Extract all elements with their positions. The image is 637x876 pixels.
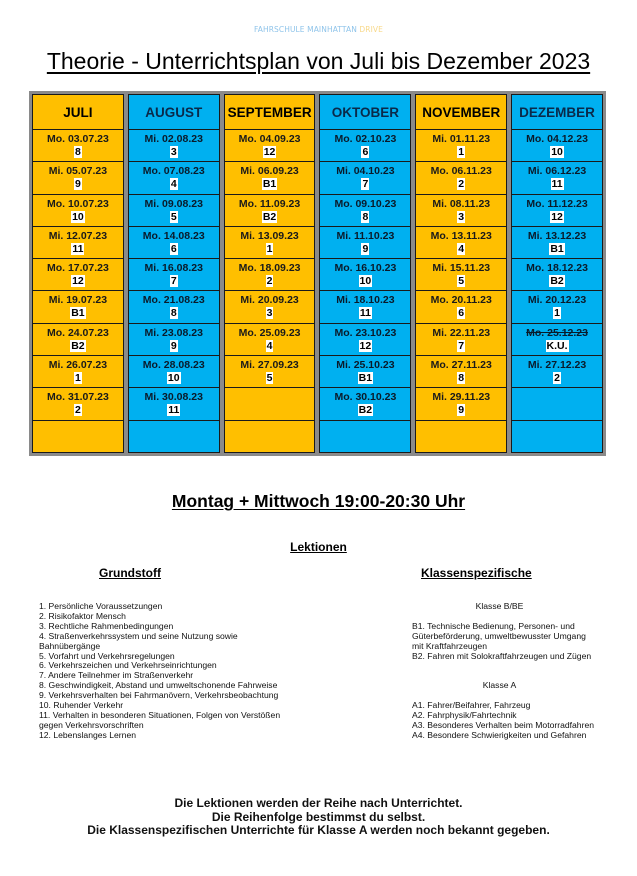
- lesson-date: Mi. 06.09.23: [240, 165, 299, 178]
- schedule-cell: [512, 130, 602, 162]
- lektionen-heading: Lektionen: [290, 540, 347, 554]
- lesson-number: 3: [170, 146, 177, 158]
- lesson-number: 10: [72, 210, 84, 223]
- lesson-number: 4: [170, 178, 177, 191]
- klasse-b-item: B1. Technische Bedienung, Personen- und Güterbeförderung, umweltbewusster Umgang mit Kraftfahrzeugen: [412, 621, 586, 651]
- schedule-cell: [225, 162, 315, 194]
- lesson-number: 9: [74, 178, 81, 191]
- lesson-date: Mo. 13.11.23: [430, 229, 492, 242]
- grundstoff-list: [39, 602, 289, 741]
- month-header: AUGUST: [129, 95, 219, 130]
- lesson-number: 6: [170, 242, 177, 255]
- lesson-date: Mo. 07.08.23: [142, 165, 205, 178]
- lesson-number: 7: [458, 339, 465, 352]
- lesson-number: 5: [170, 210, 177, 223]
- schedule-cell: [320, 388, 410, 420]
- lesson-date: Mi. 27.09.23: [240, 359, 299, 372]
- schedule-cell: [416, 162, 506, 194]
- schedule-cell: [512, 324, 602, 356]
- lesson-date: Mo. 04.09.23: [238, 133, 301, 145]
- lesson-date: Mi. 16.08.23: [144, 262, 203, 275]
- lesson-date: Mo. 25.09.23: [238, 326, 301, 339]
- schedule-cell: [129, 195, 219, 227]
- schedule-cell: [33, 162, 123, 194]
- grundstoff-item: 11. Verhalten in besonderen Situationen, Folgen von Verstößen gegen Verkehrsvorschriften: [39, 709, 281, 730]
- lesson-number: 9: [170, 339, 177, 352]
- lesson-date: Mo. 10.07.23: [46, 197, 109, 210]
- lesson-number: B1: [550, 242, 564, 255]
- lesson-date: Mi. 20.09.23: [240, 294, 299, 307]
- schedule-cell: [512, 291, 602, 323]
- lesson-number: B1: [358, 372, 373, 385]
- lesson-date: Mi. 01.11.23: [432, 133, 491, 145]
- schedule-cell: [320, 195, 410, 227]
- schedule-cell: [320, 130, 410, 162]
- lesson-date: Mi. 05.07.23: [48, 165, 108, 178]
- lesson-number: 4: [458, 242, 465, 255]
- schedule-cell: [225, 421, 315, 452]
- schedule-cell: [416, 388, 506, 420]
- grundstoff-heading: Grundstoff: [99, 566, 161, 580]
- klasse-a-item: A4. Besondere Schwierigkeiten und Gefahren: [412, 730, 587, 740]
- lesson-number: 3: [458, 210, 465, 223]
- lesson-date: Mi. 22.11.23: [432, 326, 491, 339]
- lesson-number: 2: [266, 275, 273, 288]
- schedule-cell: [129, 421, 219, 452]
- lesson-date: Mi. 30.08.23: [144, 391, 203, 404]
- schedule-cell: [416, 259, 506, 291]
- klasse-a-item: A3. Besonderes Verhalten beim Motorradfahren: [412, 720, 595, 730]
- schedule-cell: [320, 291, 410, 323]
- schedule-cell: [33, 130, 123, 162]
- lesson-number: 7: [170, 275, 177, 288]
- lesson-number: 8: [362, 210, 369, 223]
- schedule-cell: [33, 388, 123, 420]
- schedule-cell: [512, 421, 602, 452]
- lesson-date: Mo. 16.10.23: [334, 262, 397, 275]
- lesson-number: 8: [458, 372, 465, 385]
- lesson-number: 7: [362, 178, 369, 191]
- klasse-b-block: [412, 601, 597, 661]
- lesson-date: Mo. 27.11.23: [430, 359, 492, 372]
- lesson-date: Mo. 09.10.23: [334, 197, 397, 210]
- schedule-cell: [225, 388, 315, 420]
- schedule-cell: [512, 356, 602, 388]
- grundstoff-item: 3. Rechtliche Rahmenbedingungen: [39, 620, 174, 631]
- grundstoff-item: 12. Lebenslanges Lernen: [39, 729, 136, 740]
- lesson-number: 6: [362, 146, 369, 158]
- schedule-cell: [33, 291, 123, 323]
- schedule-cell: [320, 162, 410, 194]
- lesson-date: Mo. 21.08.23: [142, 294, 205, 307]
- lesson-number: B2: [358, 404, 373, 417]
- schedule-cell: [225, 291, 315, 323]
- grundstoff-item: 2. Risikofaktor Mensch: [39, 610, 126, 621]
- lesson-number: 2: [458, 178, 465, 191]
- grundstoff-item: 9. Verkehrsverhalten bei Fahrmanövern, Verkehrsbeobachtung: [39, 690, 279, 701]
- footer-line: Die Reihenfolge bestimmst du selbst.: [211, 809, 426, 824]
- lesson-date: Mo. 20.11.23: [430, 294, 492, 307]
- lesson-number: B1: [71, 307, 85, 320]
- lesson-date: Mi. 04.10.23: [336, 165, 395, 178]
- schedule-cell: [129, 162, 219, 194]
- lesson-date: Mi. 18.10.23: [336, 294, 395, 307]
- klasse-a-block: [412, 680, 597, 740]
- schedule-cell: [33, 356, 123, 388]
- lesson-date: Mi. 09.08.23: [144, 197, 203, 210]
- schedule-cell: [320, 227, 410, 259]
- schedule-cell: [129, 259, 219, 291]
- schedule-cell: [416, 195, 506, 227]
- lesson-number: 3: [266, 307, 273, 320]
- schedule-cell: [33, 195, 123, 227]
- lesson-number: B1: [262, 178, 277, 191]
- footer-line: Die Klassenspezifischen Unterrichte für Klasse A werden noch bekannt gegeben.: [87, 823, 550, 837]
- grundstoff-item: 5. Vorfahrt und Verkehrsregelungen: [39, 650, 175, 661]
- lesson-date: Mo. 17.07.23: [46, 262, 109, 275]
- schedule-cell: [129, 388, 219, 420]
- lesson-date: Mo. 03.07.23: [46, 133, 109, 145]
- schedule-cell: [416, 291, 506, 323]
- lesson-date: Mo. 24.07.23: [46, 326, 109, 339]
- lesson-date: Mi. 27.12.23: [527, 359, 587, 372]
- schedule-cell: [416, 421, 506, 452]
- lesson-date: Mi. 25.10.23: [336, 359, 395, 372]
- grundstoff-item: 6. Verkehrszeichen und Verkehrseinrichtungen: [39, 660, 217, 671]
- lesson-date: Mo. 11.09.23: [238, 197, 301, 210]
- lesson-number: 1: [266, 242, 273, 255]
- lesson-date: Mo. 18.09.23: [238, 262, 301, 275]
- schedule-cell: [129, 356, 219, 388]
- schedule-cell: [33, 421, 123, 452]
- lesson-date: Mi. 11.10.23: [336, 229, 395, 242]
- lesson-date: Mo. 06.11.23: [430, 165, 492, 178]
- schedule-cell: [33, 259, 123, 291]
- lesson-date: Mo. 11.12.23: [526, 197, 588, 210]
- lesson-number: 11: [168, 404, 180, 417]
- cancelled-date: Mo. 25.12.23: [526, 326, 588, 339]
- lesson-number: 5: [458, 275, 465, 288]
- schedule-cell: [225, 195, 315, 227]
- lesson-number: K.U.: [546, 339, 568, 352]
- klassenspezifische-heading: Klassenspezifische: [421, 566, 532, 580]
- footer-line: Die Lektionen werden der Reihe nach Unterrichtet.: [174, 796, 463, 810]
- lesson-date: Mi. 08.11.23: [432, 197, 491, 210]
- lesson-date: Mi. 23.08.23: [144, 326, 203, 339]
- lesson-date: Mi. 13.12.23: [527, 229, 587, 242]
- lesson-number: 11: [551, 178, 563, 191]
- lesson-number: 5: [266, 372, 273, 385]
- lesson-number: 8: [170, 307, 177, 320]
- month-column-august: [128, 94, 220, 453]
- month-column-juli: [32, 94, 124, 453]
- lesson-date: Mo. 31.07.23: [46, 391, 109, 404]
- schedule-cell: [416, 227, 506, 259]
- lesson-date: Mo. 30.10.23: [334, 391, 397, 404]
- lesson-number: 12: [72, 275, 84, 288]
- schedule-cell: [225, 130, 315, 162]
- schedule-cell: [512, 227, 602, 259]
- lesson-number: 2: [554, 372, 560, 385]
- lesson-number: B2: [262, 210, 277, 223]
- lesson-number: 1: [554, 307, 560, 320]
- lesson-number: 2: [74, 404, 81, 417]
- month-header: NOVEMBER: [416, 95, 506, 130]
- lesson-number: 10: [551, 146, 563, 158]
- lesson-date: Mo. 02.10.23: [334, 133, 397, 145]
- lesson-date: Mi. 02.08.23: [144, 133, 203, 145]
- lesson-date: Mo. 04.12.23: [526, 133, 588, 145]
- schedule-cell: [225, 227, 315, 259]
- month-column-november: [415, 94, 507, 453]
- schedule-cell: [512, 195, 602, 227]
- schedule-table: [29, 91, 606, 456]
- lesson-number: 1: [458, 146, 465, 158]
- schedule-cell: [129, 227, 219, 259]
- lesson-number: 12: [551, 210, 563, 223]
- lesson-date: Mi. 15.11.23: [432, 262, 491, 275]
- grundstoff-item: 1. Persönliche Voraussetzungen: [39, 601, 163, 611]
- klasse-a-item: A1. Fahrer/Beifahrer, Fahrzeug: [412, 700, 531, 710]
- lesson-number: B2: [71, 339, 85, 352]
- schedule-time: Montag + Mittwoch 19:00-20:30 Uhr: [171, 491, 466, 511]
- lesson-date: Mo. 18.12.23: [526, 262, 588, 275]
- schedule-cell: [129, 130, 219, 162]
- lesson-number: 11: [72, 242, 84, 255]
- lesson-number: 8: [74, 146, 81, 158]
- schedule-cell: [416, 324, 506, 356]
- grundstoff-item: 10. Ruhender Verkehr: [39, 700, 124, 711]
- schedule-cell: [225, 259, 315, 291]
- grundstoff-item: 8. Geschwindigkeit, Abstand und umweltschonende Fahrweise: [39, 680, 278, 691]
- lesson-number: 12: [359, 339, 372, 352]
- lesson-date: Mi. 13.09.23: [240, 229, 299, 242]
- schedule-cell: [320, 356, 410, 388]
- footer-notes: [0, 797, 637, 838]
- klasse-a-heading: Klasse A: [482, 680, 517, 690]
- school-brand: [0, 25, 637, 34]
- brand-name: FAHRSCHULE MAINHATTAN: [254, 25, 360, 34]
- lesson-date: Mi. 26.07.23: [48, 359, 108, 372]
- lesson-date: Mo. 14.08.23: [142, 229, 205, 242]
- lesson-date: Mo. 23.10.23: [334, 326, 397, 339]
- klasse-b-heading: Klasse B/BE: [475, 601, 524, 611]
- lesson-date: Mi. 19.07.23: [48, 294, 108, 307]
- lesson-number: 9: [362, 242, 369, 255]
- month-header: DEZEMBER: [512, 95, 602, 130]
- grundstoff-item: 7. Andere Teilnehmer im Straßenverkehr: [39, 670, 194, 681]
- schedule-cell: [129, 291, 219, 323]
- schedule-cell: [512, 259, 602, 291]
- lesson-number: 12: [263, 146, 276, 158]
- month-column-september: [224, 94, 316, 453]
- lesson-number: 6: [458, 307, 465, 320]
- lesson-date: Mi. 29.11.23: [432, 391, 491, 404]
- lesson-number: 9: [458, 404, 465, 417]
- lesson-number: 4: [266, 339, 273, 352]
- lesson-number: 1: [74, 372, 81, 385]
- lesson-number: 10: [167, 372, 180, 385]
- month-header: OKTOBER: [320, 95, 410, 130]
- lesson-date: Mi. 20.12.23: [527, 294, 587, 307]
- month-column-dezember: [511, 94, 603, 453]
- lesson-number: 10: [359, 275, 372, 288]
- lesson-date: Mo. 28.08.23: [142, 359, 205, 372]
- lesson-number: 11: [359, 307, 371, 320]
- lesson-date: Mi. 06.12.23: [527, 165, 587, 178]
- lesson-date: Mi. 12.07.23: [48, 229, 108, 242]
- schedule-cell: [512, 388, 602, 420]
- month-header: SEPTEMBER: [225, 95, 315, 130]
- schedule-cell: [225, 356, 315, 388]
- schedule-cell: [320, 421, 410, 452]
- schedule-cell: [33, 227, 123, 259]
- brand-drive: DRIVE: [359, 25, 383, 34]
- klasse-a-item: A2. Fahrphysik/Fahrtechnik: [412, 710, 517, 720]
- grundstoff-item: 4. Straßenverkehrssystem und seine Nutzung sowie Bahnübergänge: [39, 630, 238, 651]
- schedule-cell: [416, 356, 506, 388]
- schedule-cell: [512, 162, 602, 194]
- schedule-cell: [33, 324, 123, 356]
- month-header: JULI: [33, 95, 123, 130]
- schedule-cell: [320, 324, 410, 356]
- schedule-cell: [416, 130, 506, 162]
- month-column-oktober: [319, 94, 411, 453]
- schedule-cell: [320, 259, 410, 291]
- schedule-cell: [129, 324, 219, 356]
- klasse-b-item: B2. Fahren mit Solokraftfahrzeugen und Zügen: [412, 651, 592, 661]
- page-title: Theorie - Unterrichtsplan von Juli bis Dezember 2023: [46, 48, 591, 74]
- schedule-cell: [225, 324, 315, 356]
- lesson-number: B2: [550, 275, 564, 288]
